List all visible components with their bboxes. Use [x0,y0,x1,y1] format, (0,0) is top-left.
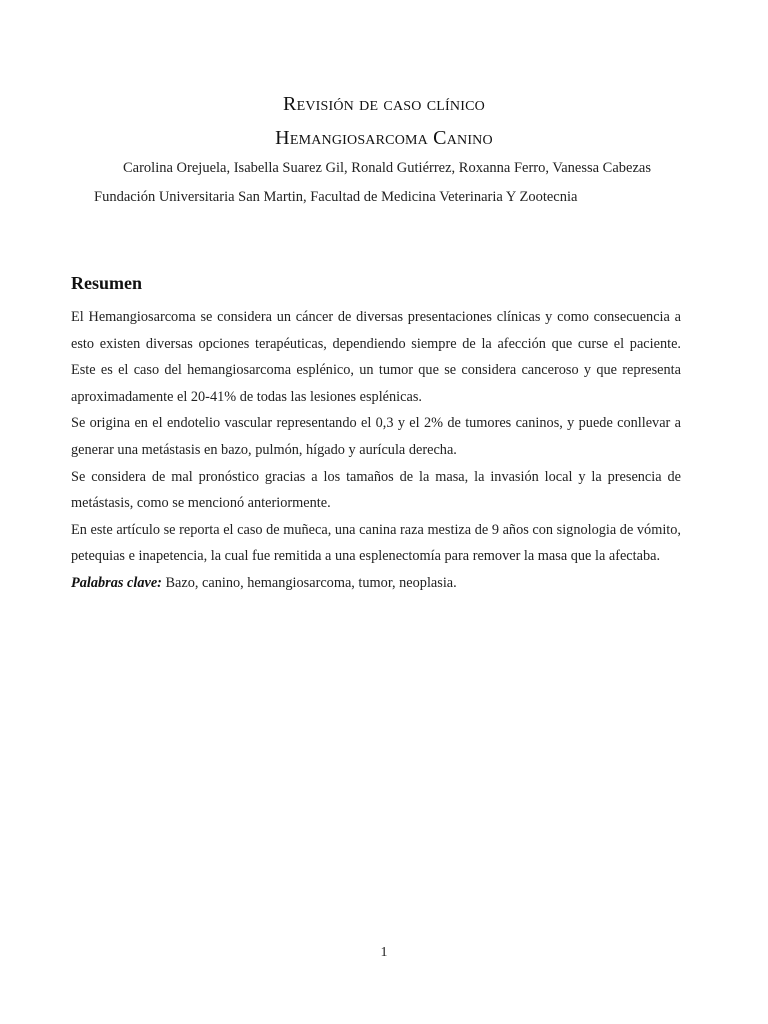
author-affiliation: Fundación Universitaria San Martin, Facultad de Medicina Veterinaria Y Zootecnia [94,189,578,205]
abstract-paragraph: Se considera de mal pronóstico gracias a los tamaños de la masa, la invasión local y la presencia de metástasis, como se mencionó anteriormente. [71,468,681,512]
author-list: Carolina Orejuela, Isabella Suarez Gil, Ronald Gutiérrez, Roxanna Ferro, Vanessa Cabezas [123,160,651,176]
document-title-line-2: Hemangiosarcoma Canino [275,127,493,149]
keywords-label: Palabras clave: [71,574,162,591]
keywords-line [71,570,681,597]
abstract-paragraph: En este artículo se reporta el caso de muñeca, una canina raza mestiza de 9 años con signologia de vómito, petequias e inapetencia, la cual fue remitida a una esplenectomía para remover la masa que la afectaba. [71,521,681,565]
abstract-paragraph: El Hemangiosarcoma se considera un cáncer de diversas presentaciones clínicas y como consecuencia a esto existen diversas opciones terapéuticas, dependiendo siempre de la afección que curse el paciente. Este es el caso del hemangiosarcoma esplénico, un tumor que se considera canceroso y que representa aproximadamente el 20-41% de todas las lesiones esplénicas. [71,309,681,405]
page-number: 1 [380,945,388,960]
abstract-body [71,304,681,597]
keywords-text: Bazo, canino, hemangiosarcoma, tumor, neoplasia. [161,574,457,591]
abstract-heading: Resumen [71,273,142,293]
abstract-paragraph: Se origina en el endotelio vascular representando el 0,3 y el 2% de tumores caninos, y puede conllevar a generar una metástasis en bazo, pulmón, hígado y aurícula derecha. [71,415,681,458]
document-title-line-1: Revisión de caso clínico [283,93,485,115]
